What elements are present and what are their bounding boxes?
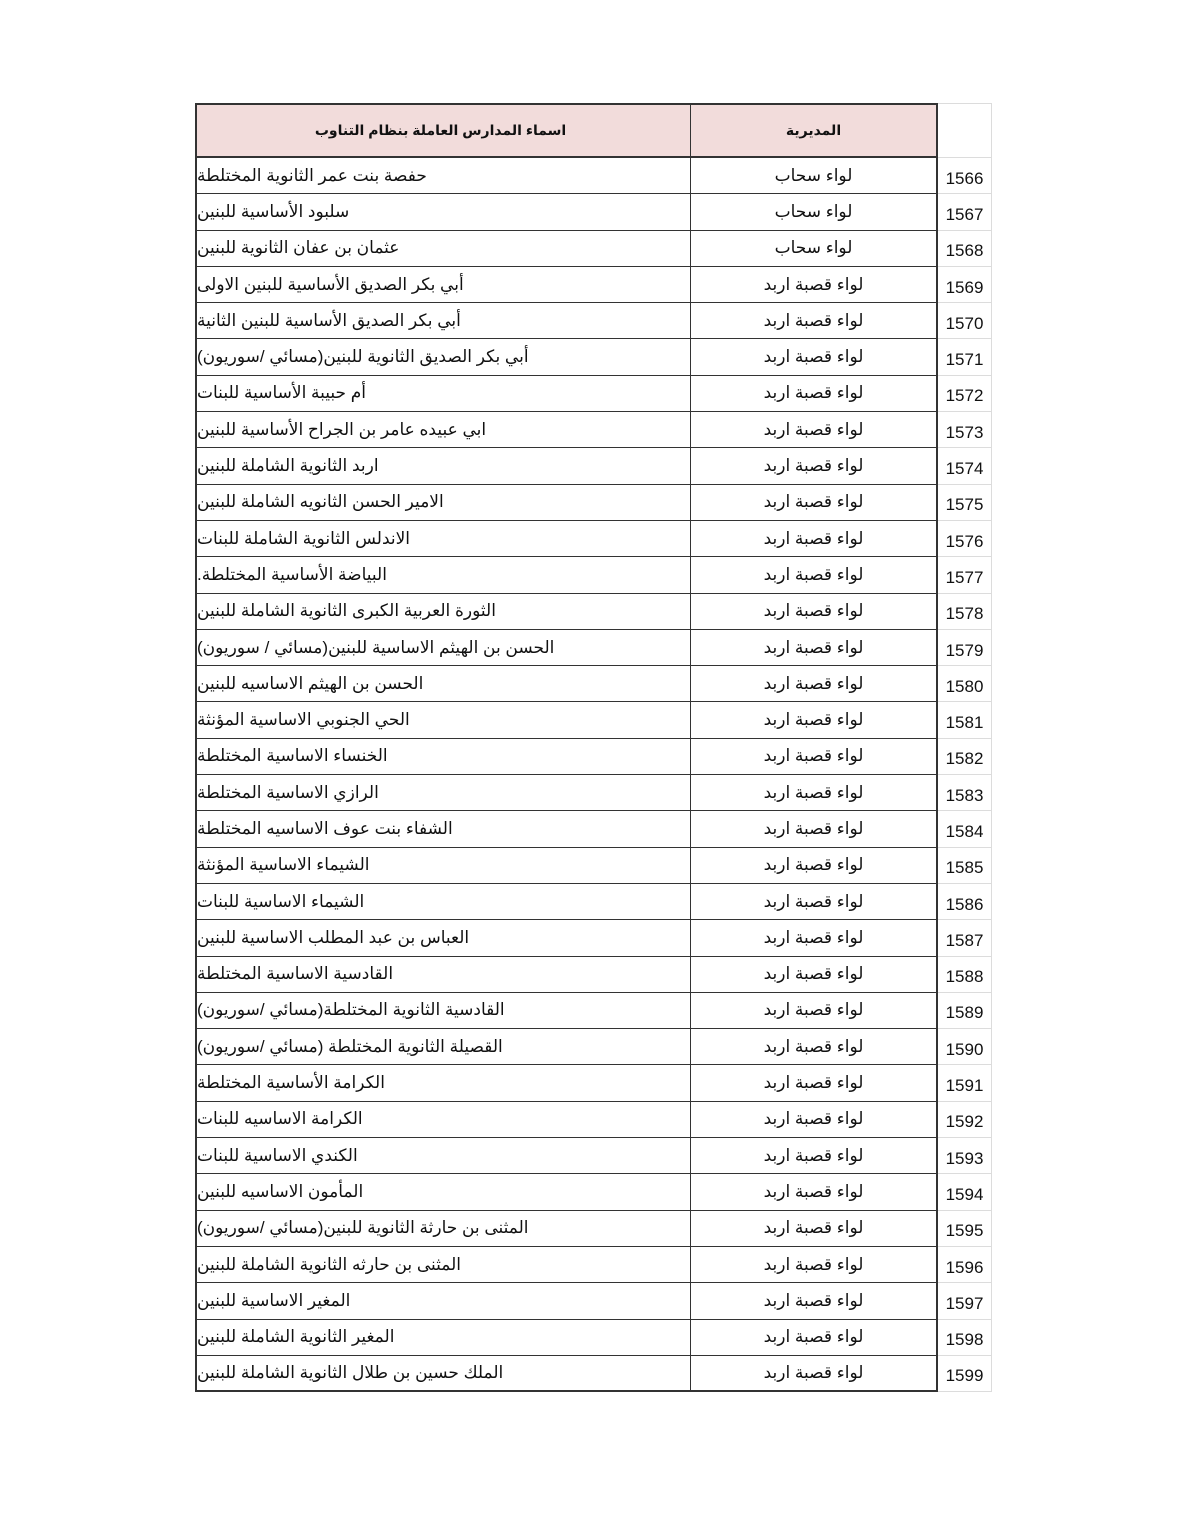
directorate-cell: لواء قصبة اربد — [690, 594, 938, 630]
directorate-cell: لواء قصبة اربد — [690, 884, 938, 920]
directorate-cell: لواء قصبة اربد — [690, 848, 938, 884]
school-name-cell: أبي بكر الصديق الأساسية للبنين الاولى — [195, 267, 690, 303]
row-number-cell: 1579 — [938, 630, 992, 666]
school-name-cell: أبي بكر الصديق الثانوية للبنين(مسائي /سوريون) — [195, 339, 690, 375]
directorate-cell: لواء سحاب — [690, 231, 938, 267]
directorate-cell: لواء قصبة اربد — [690, 339, 938, 375]
directorate-cell: لواء قصبة اربد — [690, 1211, 938, 1247]
school-name-cell: المثنى بن حارثة الثانوية للبنين(مسائي /سوريون) — [195, 1211, 690, 1247]
row-number-cell: 1567 — [938, 194, 992, 230]
directorate-cell: لواء قصبة اربد — [690, 630, 938, 666]
directorate-cell: لواء قصبة اربد — [690, 557, 938, 593]
table-row — [195, 1247, 992, 1283]
row-number-cell: 1588 — [938, 957, 992, 993]
school-name-cell: الاندلس الثانوية الشاملة للبنات — [195, 521, 690, 557]
row-number-cell: 1597 — [938, 1283, 992, 1319]
table-row — [195, 666, 992, 702]
school-name-cell: الحسن بن الهيثم الاساسية للبنين(مسائي / سوريون) — [195, 630, 690, 666]
school-name-cell: القصيلة الثانوية المختلطة (مسائي /سوريون) — [195, 1029, 690, 1065]
directorate-cell: لواء قصبة اربد — [690, 1320, 938, 1356]
header-number — [938, 103, 992, 158]
table-row — [195, 1174, 992, 1210]
table-row — [195, 884, 992, 920]
school-name-cell: سلبود الأساسية للبنين — [195, 194, 690, 230]
directorate-cell: لواء قصبة اربد — [690, 376, 938, 412]
table-row — [195, 412, 992, 448]
row-number-cell: 1583 — [938, 775, 992, 811]
directorate-cell: لواء قصبة اربد — [690, 1065, 938, 1101]
table-row — [195, 448, 992, 484]
table-row — [195, 158, 992, 194]
directorate-cell: لواء قصبة اربد — [690, 267, 938, 303]
row-number-cell: 1589 — [938, 993, 992, 1029]
row-number-cell: 1587 — [938, 920, 992, 956]
school-name-cell: الشيماء الاساسية المؤنثة — [195, 848, 690, 884]
row-number-cell: 1573 — [938, 412, 992, 448]
table-row — [195, 485, 992, 521]
school-name-cell: الكرامة الاساسيه للبنات — [195, 1102, 690, 1138]
table-row — [195, 594, 992, 630]
directorate-cell: لواء قصبة اربد — [690, 920, 938, 956]
row-number-cell: 1593 — [938, 1138, 992, 1174]
directorate-cell: لواء قصبة اربد — [690, 775, 938, 811]
directorate-cell: لواء قصبة اربد — [690, 1029, 938, 1065]
row-number-cell: 1582 — [938, 739, 992, 775]
school-name-cell: حفصة بنت عمر الثانوية المختلطة — [195, 158, 690, 194]
table-row — [195, 811, 992, 847]
table-row — [195, 267, 992, 303]
table-row — [195, 1102, 992, 1138]
school-name-cell: المأمون الاساسيه للبنين — [195, 1174, 690, 1210]
table-row — [195, 194, 992, 230]
table-row — [195, 521, 992, 557]
table-row — [195, 1320, 992, 1356]
table-row — [195, 339, 992, 375]
school-name-cell: البياضة الأساسية المختلطة. — [195, 557, 690, 593]
table-row — [195, 557, 992, 593]
row-number-cell: 1577 — [938, 557, 992, 593]
school-name-cell: أبي بكر الصديق الأساسية للبنين الثانية — [195, 303, 690, 339]
row-number-cell: 1585 — [938, 848, 992, 884]
directorate-cell: لواء قصبة اربد — [690, 666, 938, 702]
row-number-cell: 1599 — [938, 1356, 992, 1392]
school-name-cell: الملك حسين بن طلال الثانوية الشاملة للبنين — [195, 1356, 690, 1392]
row-number-cell: 1572 — [938, 376, 992, 412]
row-number-cell: 1590 — [938, 1029, 992, 1065]
school-name-cell: القادسية الثانوية المختلطة(مسائي /سوريون) — [195, 993, 690, 1029]
row-number-cell: 1595 — [938, 1211, 992, 1247]
table-row — [195, 848, 992, 884]
row-number-cell: 1576 — [938, 521, 992, 557]
row-number-cell: 1566 — [938, 158, 992, 194]
directorate-cell: لواء قصبة اربد — [690, 739, 938, 775]
row-number-cell: 1578 — [938, 594, 992, 630]
school-name-cell: الكندي الاساسية للبنات — [195, 1138, 690, 1174]
school-name-cell: الامير الحسن الثانويه الشاملة للبنين — [195, 485, 690, 521]
table-row — [195, 231, 992, 267]
school-name-cell: الحسن بن الهيثم الاساسيه للبنين — [195, 666, 690, 702]
row-number-cell: 1568 — [938, 231, 992, 267]
school-name-cell: الكرامة الأساسية المختلطة — [195, 1065, 690, 1101]
directorate-cell: لواء قصبة اربد — [690, 811, 938, 847]
row-number-cell: 1592 — [938, 1102, 992, 1138]
school-name-cell: الرازي الاساسية المختلطة — [195, 775, 690, 811]
table-row — [195, 1356, 992, 1392]
row-number-cell: 1584 — [938, 811, 992, 847]
row-number-cell: 1594 — [938, 1174, 992, 1210]
table-row — [195, 702, 992, 738]
row-number-cell: 1591 — [938, 1065, 992, 1101]
directorate-cell: لواء قصبة اربد — [690, 521, 938, 557]
table-row — [195, 1029, 992, 1065]
directorate-cell: لواء قصبة اربد — [690, 993, 938, 1029]
directorate-cell: لواء قصبة اربد — [690, 702, 938, 738]
row-number-cell: 1571 — [938, 339, 992, 375]
row-number-cell: 1570 — [938, 303, 992, 339]
table-row — [195, 1138, 992, 1174]
school-name-cell: ابي عبيده عامر بن الجراح الأساسية للبنين — [195, 412, 690, 448]
row-number-cell: 1574 — [938, 448, 992, 484]
table-row — [195, 1211, 992, 1247]
row-number-cell: 1580 — [938, 666, 992, 702]
row-number-cell: 1598 — [938, 1320, 992, 1356]
row-number-cell: 1596 — [938, 1247, 992, 1283]
table-row — [195, 303, 992, 339]
directorate-cell: لواء قصبة اربد — [690, 1102, 938, 1138]
row-number-cell: 1575 — [938, 485, 992, 521]
directorate-cell: لواء قصبة اربد — [690, 448, 938, 484]
directorate-cell: لواء قصبة اربد — [690, 1174, 938, 1210]
schools-table — [195, 103, 992, 1392]
row-number-cell: 1586 — [938, 884, 992, 920]
school-name-cell: المغير الثانوية الشاملة للبنين — [195, 1320, 690, 1356]
directorate-cell: لواء قصبة اربد — [690, 957, 938, 993]
table-row — [195, 1065, 992, 1101]
table-row — [195, 775, 992, 811]
table-row — [195, 1283, 992, 1319]
header-school-names: اسماء المدارس العاملة بنظام التناوب — [195, 103, 690, 158]
directorate-cell: لواء قصبة اربد — [690, 1356, 938, 1392]
table-row — [195, 630, 992, 666]
directorate-cell: لواء سحاب — [690, 194, 938, 230]
table-header-row — [195, 103, 992, 158]
table-row — [195, 920, 992, 956]
table-row — [195, 957, 992, 993]
table-row — [195, 993, 992, 1029]
school-name-cell: المغير الاساسية للبنين — [195, 1283, 690, 1319]
school-name-cell: اربد الثانوية الشاملة للبنين — [195, 448, 690, 484]
row-number-cell: 1569 — [938, 267, 992, 303]
directorate-cell: لواء قصبة اربد — [690, 412, 938, 448]
school-name-cell: الشفاء بنت عوف الاساسيه المختلطة — [195, 811, 690, 847]
directorate-cell: لواء قصبة اربد — [690, 1283, 938, 1319]
directorate-cell: لواء قصبة اربد — [690, 1247, 938, 1283]
header-directorate: المديرية — [690, 103, 938, 158]
row-number-cell: 1581 — [938, 702, 992, 738]
directorate-cell: لواء قصبة اربد — [690, 485, 938, 521]
directorate-cell: لواء قصبة اربد — [690, 303, 938, 339]
school-name-cell: الحي الجنوبي الاساسية المؤنثة — [195, 702, 690, 738]
school-name-cell: القادسية الاساسية المختلطة — [195, 957, 690, 993]
school-name-cell: العباس بن عبد المطلب الاساسية للبنين — [195, 920, 690, 956]
school-name-cell: الثورة العربية الكبرى الثانوية الشاملة للبنين — [195, 594, 690, 630]
table-row — [195, 739, 992, 775]
school-name-cell: عثمان بن عفان الثانوية للبنين — [195, 231, 690, 267]
school-name-cell: الخنساء الاساسية المختلطة — [195, 739, 690, 775]
directorate-cell: لواء قصبة اربد — [690, 1138, 938, 1174]
school-name-cell: الشيماء الاساسية للبنات — [195, 884, 690, 920]
school-name-cell: المثنى بن حارثه الثانوية الشاملة للبنين — [195, 1247, 690, 1283]
directorate-cell: لواء سحاب — [690, 158, 938, 194]
table-body — [195, 158, 992, 1392]
table-row — [195, 376, 992, 412]
school-name-cell: أم حبيبة الأساسية للبنات — [195, 376, 690, 412]
